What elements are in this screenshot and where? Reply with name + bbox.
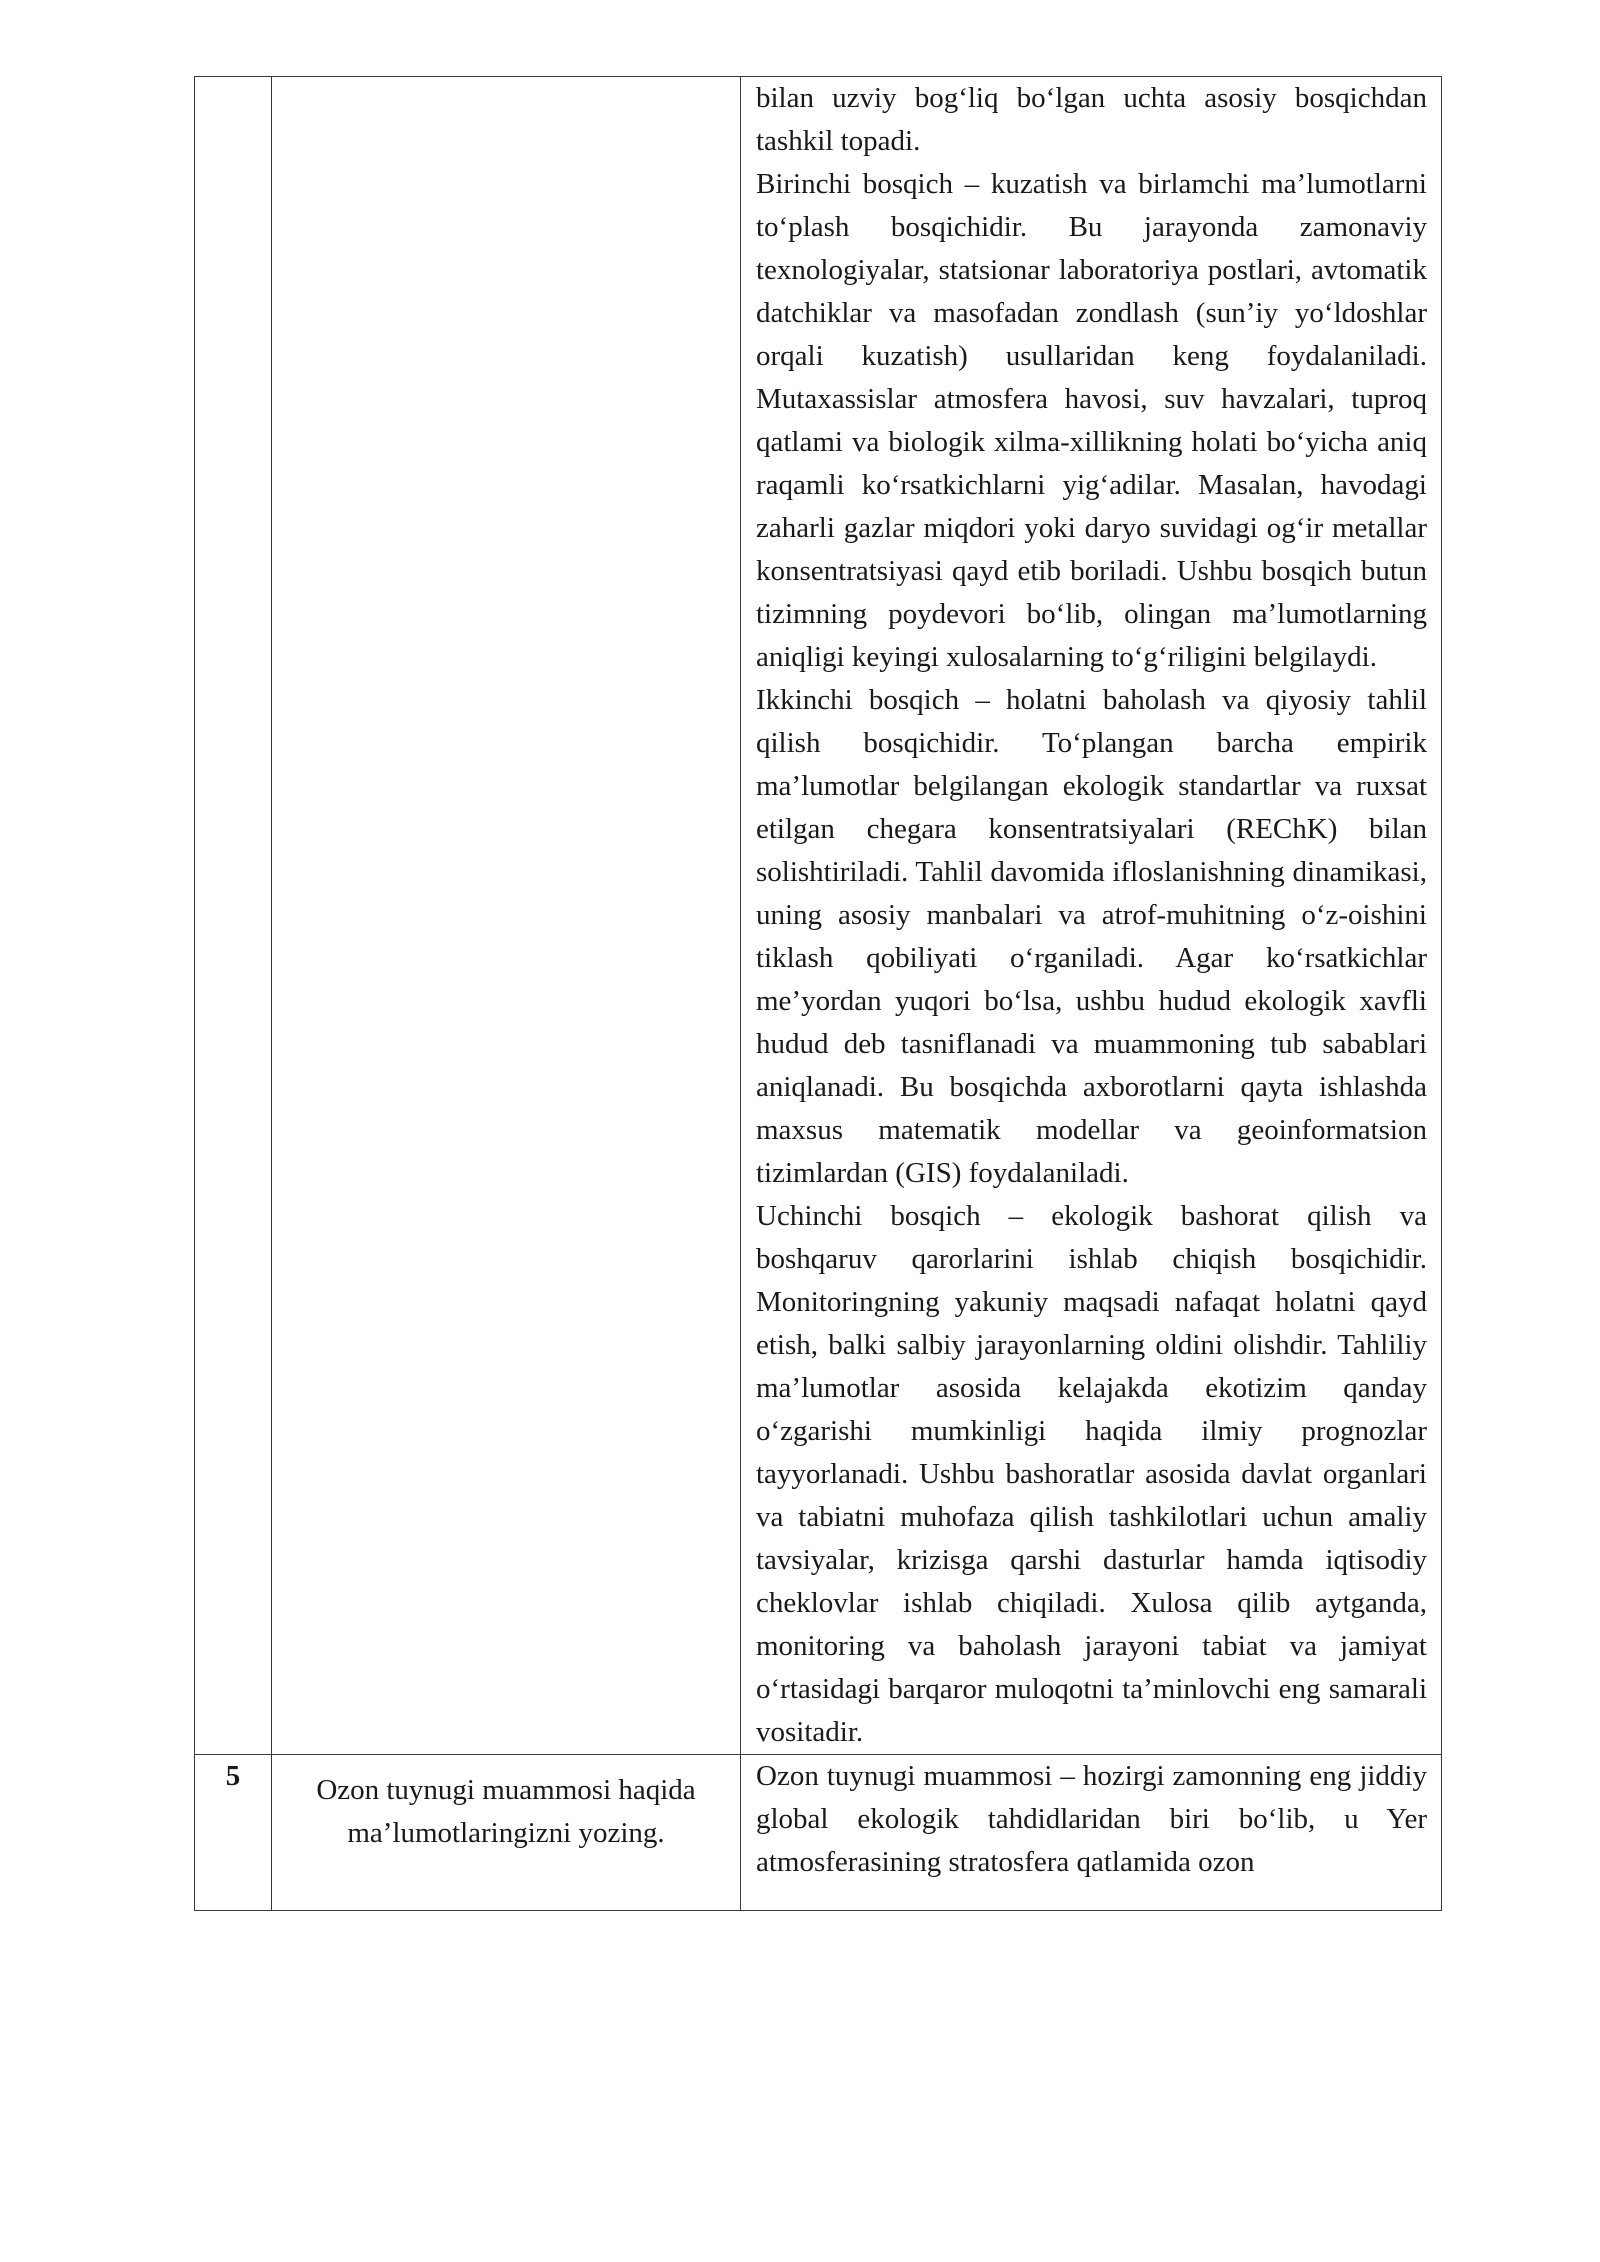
- task-cell: [272, 77, 741, 1755]
- row-number: 5: [195, 1755, 272, 1911]
- answer-paragraph: Uchinchi bosqich – ekologik bashorat qilish va boshqaruv qarorlarini ishlab chiqish bosqichidir. Monitoringning yakuniy maqsadi nafaqat holatni qayd etish, balki salbiy jarayonlarning oldini olishdir. Tahliliy ma’lumotlar asosida kelajakda ekotizim qanday o‘zgarishi mumkinligi haqida ilmiy prognozlar tayyorlanadi. Ushbu bashoratlar asosida davlat organlari va tabiatni muhofaza qilish tashkilotlari uchun amaliy tavsiyalar, krizisga qarshi dasturlar hamda iqtisodiy cheklovlar ishlab chiqiladi. Xulosa qilib aytganda, monitoring va baholash jarayoni tabiat va jamiyat o‘rtasidagi barqaror muloqotni ta’minlovchi eng samarali vositadir.: [756, 1200, 1427, 1748]
- answer-cell: [741, 1755, 1442, 1911]
- answer-paragraph: Ozon tuynugi muammosi – hozirgi zamonning eng jiddiy global ekologik tahdidlaridan biri bo‘lib, u Yer atmosferasining stratosfera qatlamida ozon: [756, 1760, 1427, 1878]
- task-cell: [272, 1755, 741, 1911]
- row-number-cell: [195, 77, 272, 1755]
- answer-cell: [741, 77, 1442, 1755]
- assignment-table: [194, 76, 1442, 1911]
- table-row: [195, 77, 1442, 1755]
- answer-paragraph: Ikkinchi bosqich – holatni baholash va qiyosiy tahlil qilish bosqichidir. To‘plangan barcha empirik ma’lumotlar belgilangan ekologik standartlar va ruxsat etilgan chegara konsentratsiyalari (REChK) bilan solishtiriladi. Tahlil davomida ifloslanishning dinamikasi, uning asosiy manbalari va atrof-muhitning o‘z-oishini tiklash qobiliyati o‘rganiladi. Agar ko‘rsatkichlar me’yordan yuqori bo‘lsa, ushbu hudud ekologik xavfli hudud deb tasniflanadi va muammoning tub sabablari aniqlanadi. Bu bosqichda axborotlarni qayta ishlashda maxsus matematik modellar va geoinformatsion tizimlardan (GIS) foydalaniladi.: [756, 684, 1427, 1189]
- task-text: Ozon tuynugi muammosi haqida ma’lumotlaringizni yozing.: [316, 1774, 696, 1849]
- table-row: [195, 1755, 1442, 1911]
- answer-paragraph: Birinchi bosqich – kuzatish va birlamchi ma’lumotlarni to‘plash bosqichidir. Bu jarayonda zamonaviy texnologiyalar, statsionar laboratoriya postlari, avtomatik datchiklar va masofadan zondlash (sun’iy yo‘ldoshlar orqali kuzatish) usullaridan keng foydalaniladi. Mutaxassislar atmosfera havosi, suv havzalari, tuproq qatlami va biologik xilma-xillikning holati bo‘yicha aniq raqamli ko‘rsatkichlarni yig‘adilar. Masalan, havodagi zaharli gazlar miqdori yoki daryo suvidagi og‘ir metallar konsentratsiyasi qayd etib boriladi. Ushbu bosqich butun tizimning poydevori bo‘lib, olingan ma’lumotlarning aniqligi keyingi xulosalarning to‘g‘riligini belgilaydi.: [756, 168, 1427, 673]
- answer-paragraph: bilan uzviy bog‘liq bo‘lgan uchta asosiy bosqichdan tashkil topadi.: [756, 82, 1427, 157]
